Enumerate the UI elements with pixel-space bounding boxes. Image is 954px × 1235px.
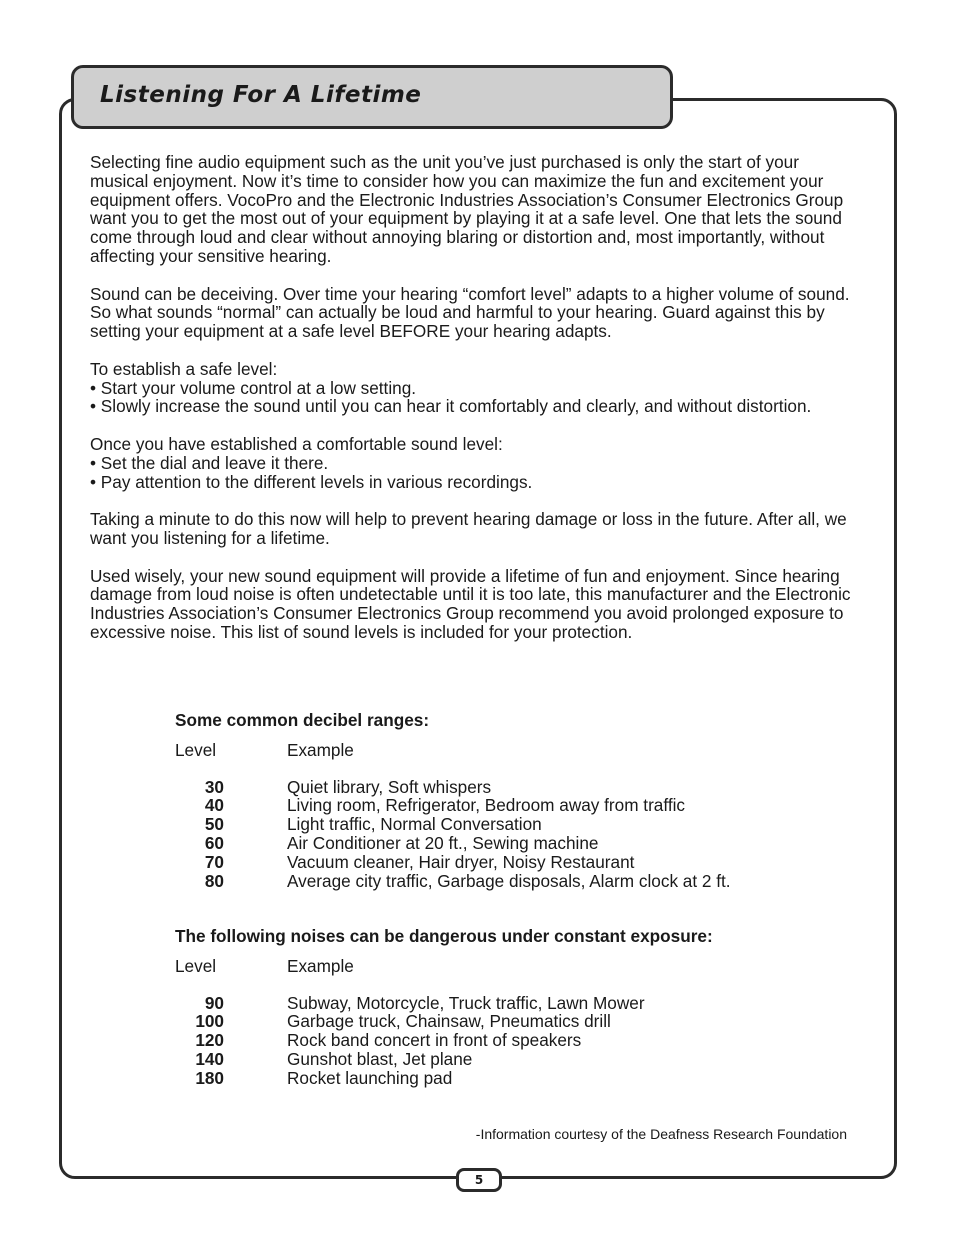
common-table-body xyxy=(175,778,855,891)
body-text xyxy=(90,153,860,661)
decibel-level: 30 xyxy=(204,776,224,797)
decibel-level: 180 xyxy=(195,1067,224,1088)
safe-level-list xyxy=(90,379,860,417)
common-table-header xyxy=(175,741,855,760)
example-column-header: Example xyxy=(287,739,354,760)
comfort-level-list xyxy=(90,454,860,492)
noise-example: Living room, Refrigerator, Bedroom away from traffic xyxy=(287,795,686,816)
table-row xyxy=(175,1031,855,1050)
decibel-level: 50 xyxy=(204,814,224,835)
page-title: Listening For A Lifetime xyxy=(100,82,422,108)
noise-example: Subway, Motorcycle, Truck traffic, Lawn Mower xyxy=(287,992,645,1013)
table-row xyxy=(175,796,855,815)
page-number: 5 xyxy=(456,1168,502,1192)
example-column-header: Example xyxy=(287,955,354,976)
noise-example: Rock band concert in front of speakers xyxy=(287,1030,582,1051)
paragraph-deceiving: Sound can be deceiving. Over time your hearing “comfort level” adapts to a higher volume of sound. So what sounds “normal” can actually be loud and harmful to your hearing. Guard against this by setting your equipment at a safe level BEFORE your hearing adapts. xyxy=(90,283,850,342)
table-row xyxy=(175,872,855,891)
dangerous-decibel-table xyxy=(175,927,855,1088)
paragraph-wisely: Used wisely, your new sound equipment will provide a lifetime of fun and enjoyment. Since hearing damage from loud noise is often undetectable until it is too late, this manufacturer and the Electronic Industries Association’s Consumer Electronics Group recommend you avoid prolonged exposure to excessive noise. This list of sound levels is included for your protection. xyxy=(90,565,851,642)
decibel-level: 120 xyxy=(195,1030,224,1051)
noise-example: Air Conditioner at 20 ft., Sewing machine xyxy=(287,832,599,853)
table-row xyxy=(175,994,855,1013)
table-row xyxy=(175,1069,855,1088)
decibel-level: 90 xyxy=(204,992,224,1013)
decibel-level: 60 xyxy=(204,832,224,853)
noise-example: Light traffic, Normal Conversation xyxy=(287,814,542,835)
dangerous-table-body xyxy=(175,994,855,1088)
source-credit: -Information courtesy of the Deafness Research Foundation xyxy=(475,1126,847,1142)
table-row xyxy=(175,853,855,872)
table-row xyxy=(175,1050,855,1069)
common-table-heading: Some common decibel ranges: xyxy=(175,710,430,730)
table-row xyxy=(175,778,855,797)
table-row xyxy=(175,1012,855,1031)
list-item: • Slowly increase the sound until you can hear it comfortably and clearly, and without distortion. xyxy=(90,397,860,416)
decibel-level: 40 xyxy=(204,795,224,816)
table-row xyxy=(175,815,855,834)
list-item: • Start your volume control at a low setting. xyxy=(90,379,860,398)
safe-level-intro: To establish a safe level: xyxy=(90,358,278,379)
list-item: • Pay attention to the different levels in various recordings. xyxy=(90,473,860,492)
decibel-level: 140 xyxy=(195,1048,224,1069)
noise-example: Vacuum cleaner, Hair dryer, Noisy Restaurant xyxy=(287,851,635,872)
decibel-level: 100 xyxy=(195,1011,224,1032)
level-column-header: Level xyxy=(175,739,217,760)
noise-example: Average city traffic, Garbage disposals, Alarm clock at 2 ft. xyxy=(287,870,731,891)
dangerous-table-heading: The following noises can be dangerous under constant exposure: xyxy=(175,926,713,946)
noise-example: Rocket launching pad xyxy=(287,1067,453,1088)
comfort-level-intro: Once you have established a comfortable sound level: xyxy=(90,433,503,454)
list-item: • Set the dial and leave it there. xyxy=(90,454,860,473)
dangerous-table-header xyxy=(175,957,855,976)
decibel-level: 80 xyxy=(204,870,224,891)
noise-example: Gunshot blast, Jet plane xyxy=(287,1048,473,1069)
decibel-level: 70 xyxy=(204,851,224,872)
noise-example: Quiet library, Soft whispers xyxy=(287,776,492,797)
common-decibel-table xyxy=(175,711,855,890)
paragraph-intro: Selecting fine audio equipment such as the unit you’ve just purchased is only the start of your musical enjoyment. Now it’s time to consider how you can maximize the fun and excitement your equipment offers. VocoPro and the Electronic Industries Association’s Consumer Electronics Group want you to get the most out of your equipment by playing it at a safe level. One that lets the sound come through loud and clear without annoying blaring or distortion and, most importantly, without affecting your sensitive hearing. xyxy=(90,152,844,266)
level-column-header: Level xyxy=(175,955,217,976)
title-banner xyxy=(71,65,673,129)
table-row xyxy=(175,834,855,853)
noise-example: Garbage truck, Chainsaw, Pneumatics drill xyxy=(287,1011,611,1032)
paragraph-minute: Taking a minute to do this now will help to prevent hearing damage or loss in the future. After all, we want you listening for a lifetime. xyxy=(90,509,847,548)
